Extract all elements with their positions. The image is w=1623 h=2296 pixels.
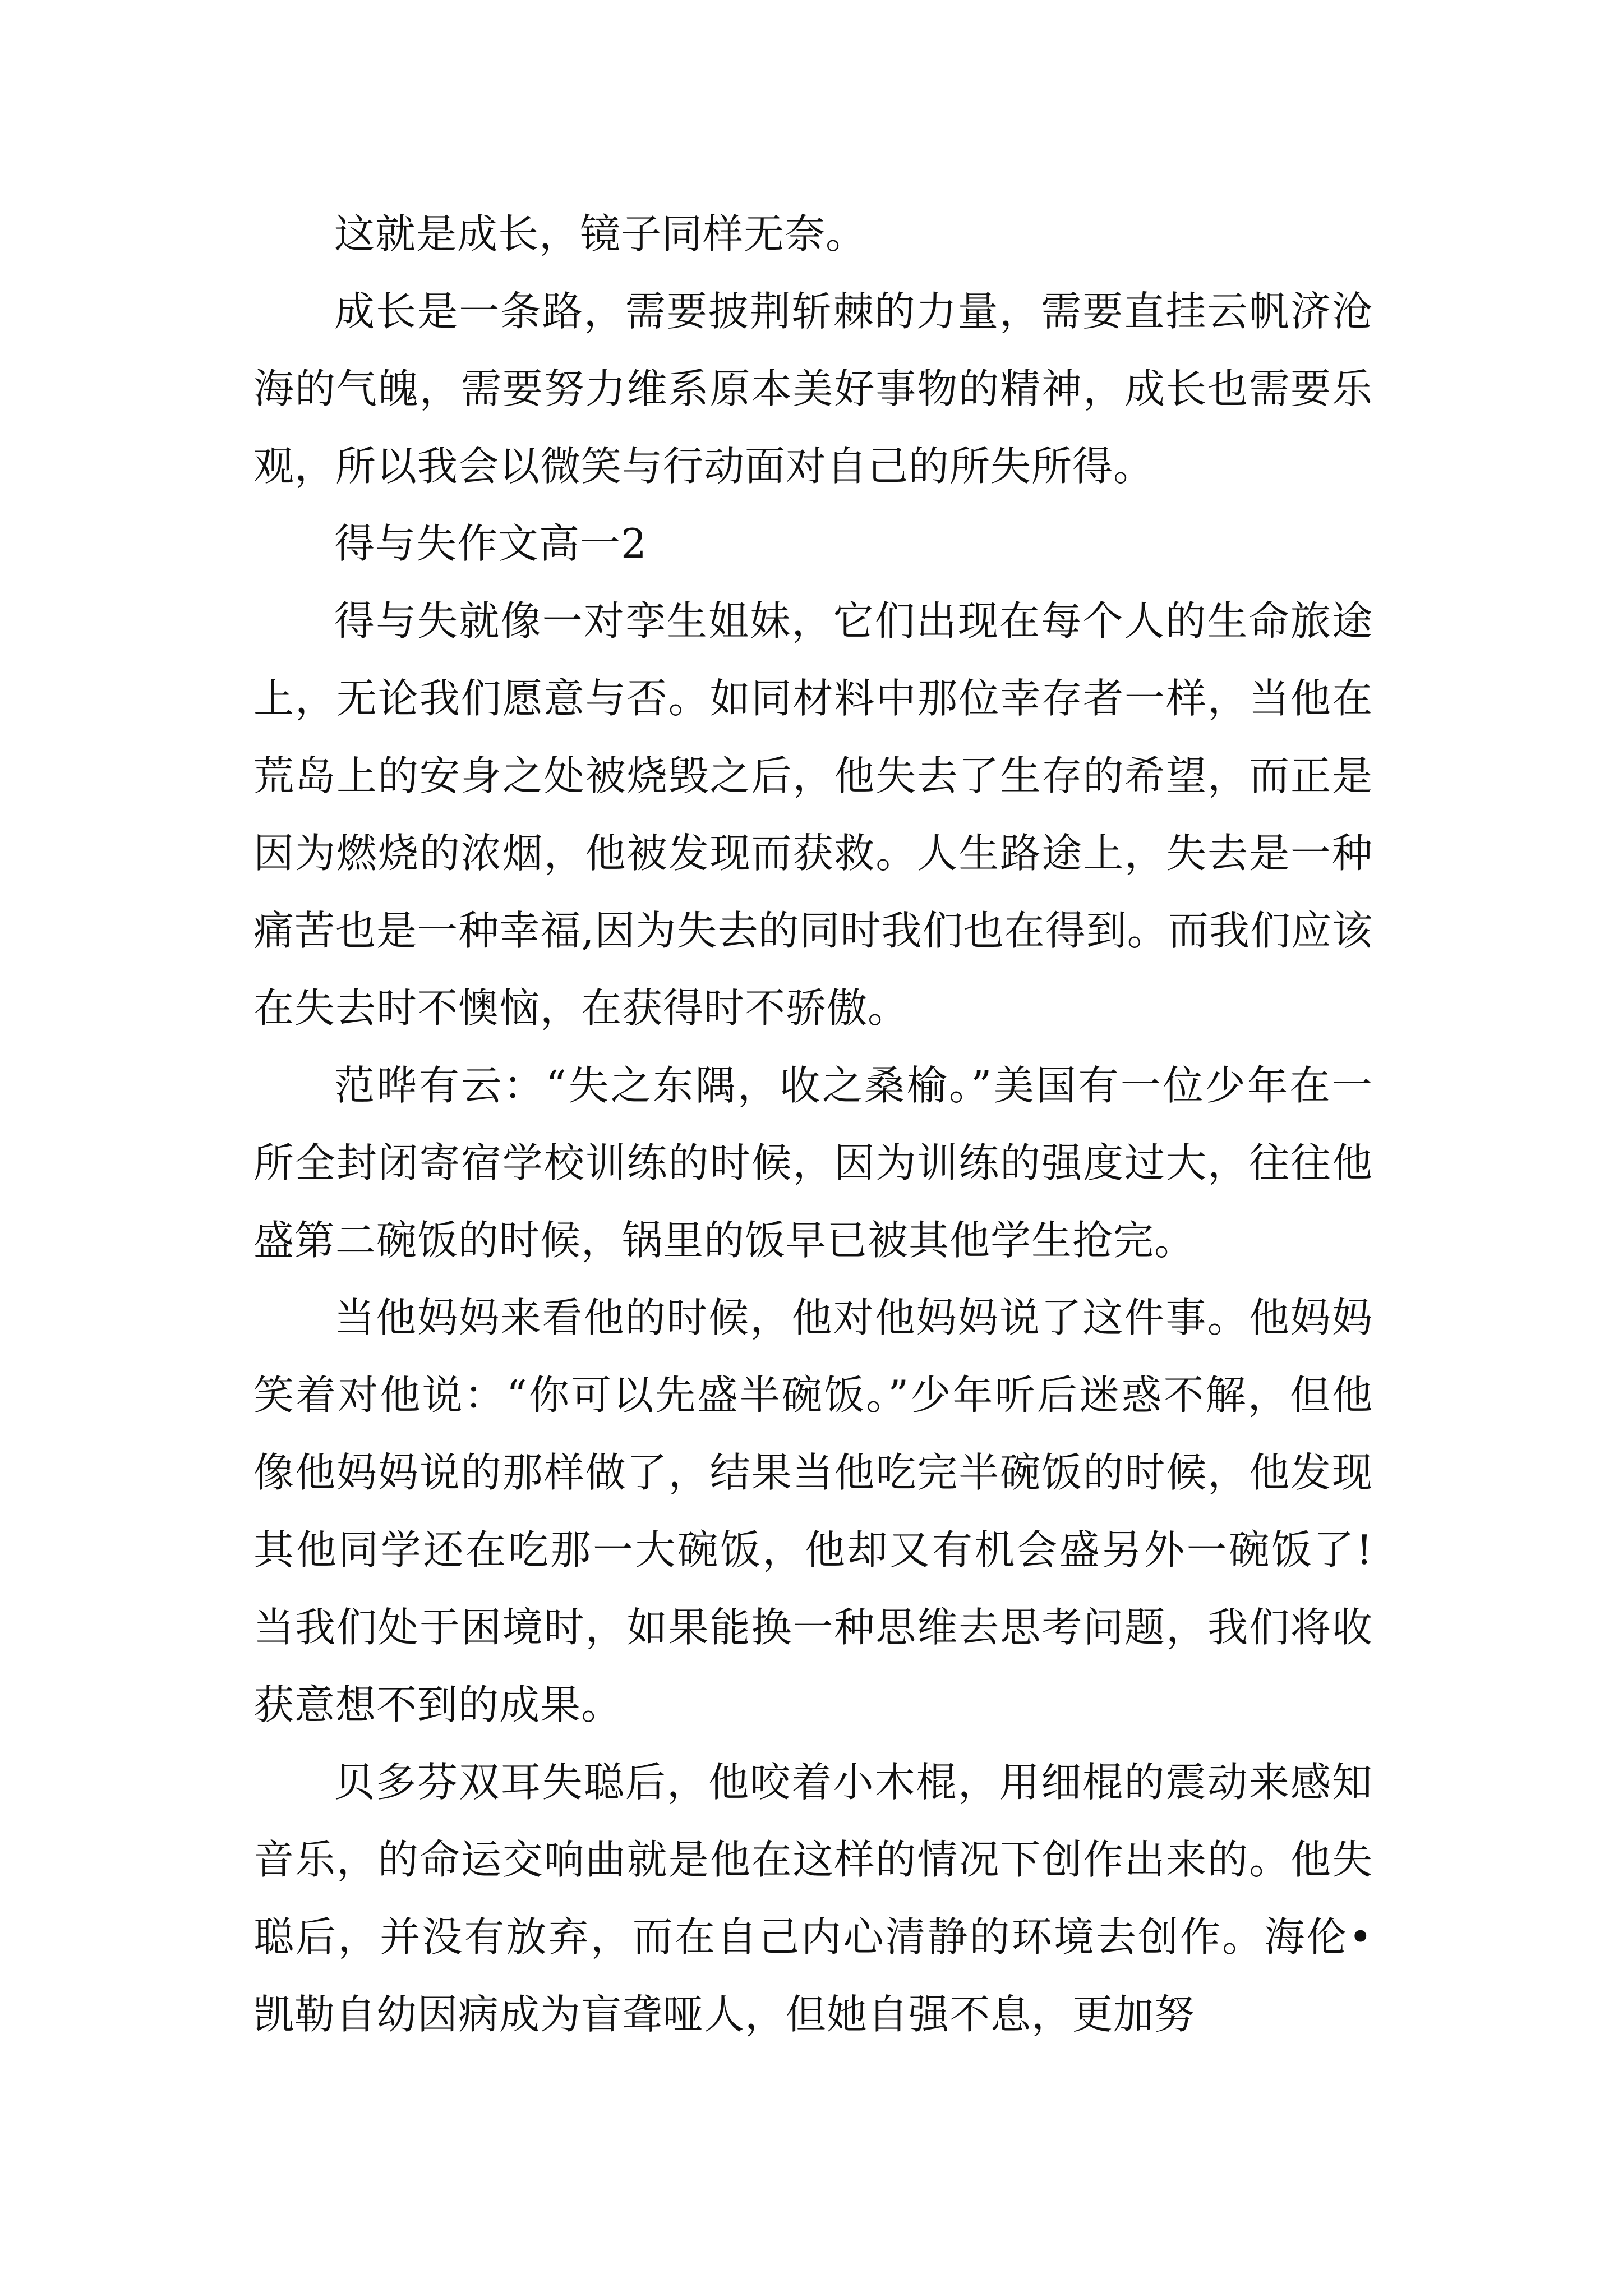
paragraph: 这就是成长，镜子同样无奈。	[334, 210, 867, 257]
section-heading: 得与失作文高一2	[334, 520, 647, 567]
paragraph: 当他妈妈来看他的时候，他对他妈妈说了这件事。他妈妈笑着对他说：“你可以先盛半碗饭。”少年听后迷惑不解，但他像他妈妈说的那样做了，结果当他吃完半碗饭的时候，他发现其他同学还在吃那一大碗饭，他却又有机会盛另外一碗饭了!当我们处于困境时，如果能换一种思维去思考问题，我们将收获意想不到的成果。	[253, 1294, 1373, 1728]
document-body	[253, 195, 1373, 2053]
paragraph: 范晔有云：“失之东隅，收之桑榆。”美国有一位少年在一所全封闭寄宿学校训练的时候，因为训练的强度过大，往往他盛第二碗饭的时候，锅里的饭早已被其他学生抢完。	[253, 1062, 1373, 1264]
paragraph: 得与失就像一对孪生姐妹，它们出现在每个人的生命旅途上，无论我们愿意与否。如同材料中那位幸存者一样，当他在荒岛上的安身之处被烧毁之后，他失去了生存的希望，而正是因为燃烧的浓烟，他被发现而获救。人生路途上，失去是一种痛苦也是一种幸福,因为失去的同时我们也在得到。而我们应该在失去时不懊恼，在获得时不骄傲。	[253, 597, 1373, 1032]
paragraph: 成长是一条路，需要披荆斩棘的力量，需要直挂云帆济沧海的气魄，需要努力维系原本美好事物的精神，成长也需要乐观，所以我会以微笑与行动面对自己的所失所得。	[253, 288, 1373, 490]
paragraph: 贝多芬双耳失聪后，他咬着小木棍，用细棍的震动来感知音乐，的命运交响曲就是他在这样的情况下创作出来的。他失聪后，并没有放弃，而在自己内心清静的环境去创作。海伦•凯勒自幼因病成为盲聋哑人，但她自强不息，更加努	[253, 1759, 1373, 2038]
